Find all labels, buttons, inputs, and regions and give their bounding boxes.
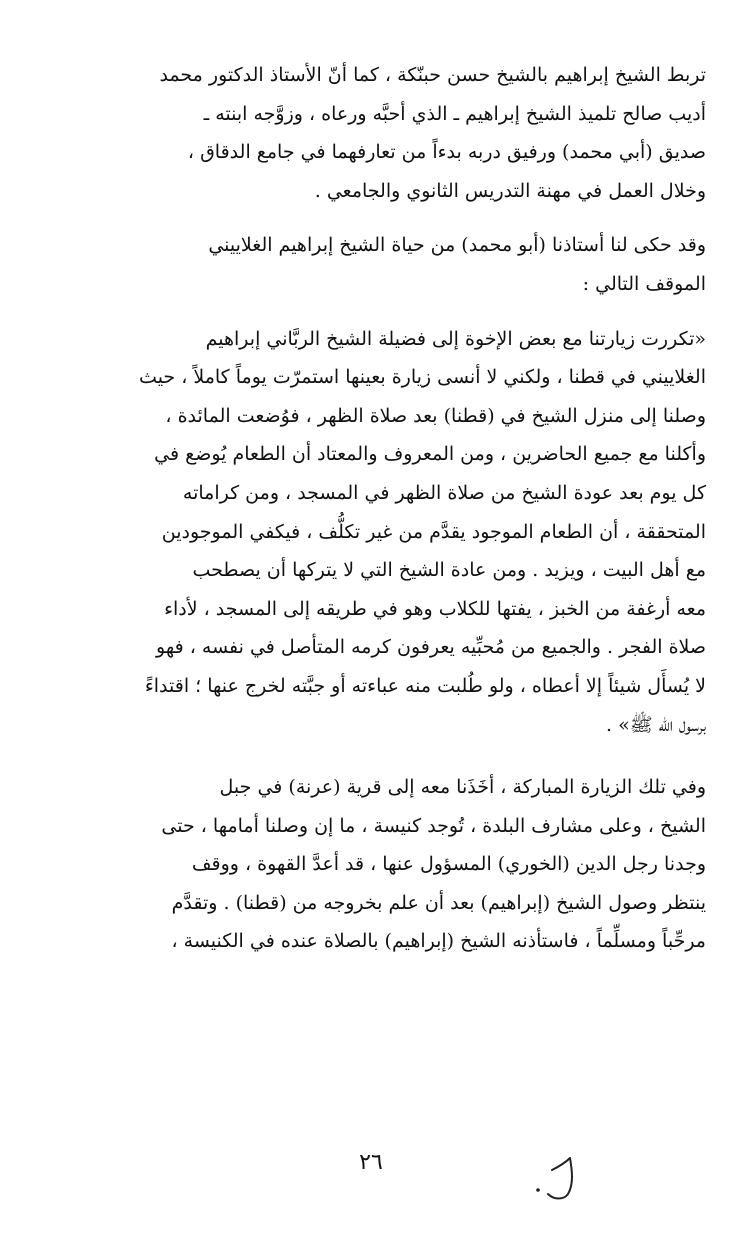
body-text	[36, 56, 706, 961]
text-line: الموقف التالي :	[582, 272, 706, 295]
handwritten-mark-icon	[530, 1150, 590, 1210]
text-line: برسول الله ﷺ» .	[605, 713, 706, 736]
paragraph-2	[36, 226, 706, 303]
paragraph-1	[36, 56, 706, 210]
text-line: وأكلنا مع جميع الحاضرين ، ومن المعروف والمعتاد أن الطعام يُوضع في	[154, 443, 706, 466]
quoted-paragraph	[36, 320, 706, 745]
paragraph-4	[36, 768, 706, 961]
text-line: الغلاييني في قطنا ، ولكني لا أنسى زيارة بعينها استمرّت يوماً كاملاً ، حيث	[139, 366, 706, 389]
text-line: كل يوم بعد عودة الشيخ من صلاة الظهر في المسجد ، ومن كراماته	[182, 481, 706, 504]
text-line: صلاة الفجر . والجميع من مُحبِّيه يعرفون كرمه المتأصل في نفسه ، فهو	[156, 636, 706, 659]
text-line: ينتظر وصول الشيخ (إبراهيم) بعد أن علم بخروجه من (قطنا) . وتقدَّم	[171, 891, 706, 914]
text-line: صديق (أبي محمد) ورفيق دربه بدءاً من تعارفهما في جامع الدقاق ،	[187, 141, 706, 164]
text-line: وجدنا رجل الدين (الخوري) المسؤول عنها ، قد أعدَّ القهوة ، ووقف	[191, 853, 706, 876]
text-line: الشيخ ، وعلى مشارف البلدة ، تُوجد كنيسة ، ما إن وصلنا أمامها ، حتى	[161, 814, 706, 837]
text-line: وفي تلك الزيارة المباركة ، أخَذَنا معه إلى قرية (عرنة) في جبل	[219, 776, 706, 799]
handwritten-mark	[530, 1150, 590, 1210]
text-line: مرحِّباً ومسلِّماً ، فاستأذنه الشيخ (إبراهيم) بالصلاة عنده في الكنيسة ،	[171, 930, 706, 953]
page-number: ٢٦	[359, 1150, 383, 1175]
text-line: أديب صالح تلميذ الشيخ إبراهيم ـ الذي أحبَّه ورعاه ، وزوَّجه ابنته ـ	[203, 102, 706, 125]
text-line: وخلال العمل في مهنة التدريس الثانوي والجامعي .	[314, 179, 706, 202]
text-line: معه أرغفة من الخبز ، يفتها للكلاب وهو في طريقه إلى المسجد ، لأداء	[164, 597, 706, 620]
text-line: تربط الشيخ إبراهيم بالشيخ حسن حبنّكة ، كما أنّ الأستاذ الدكتور محمد	[159, 64, 706, 86]
text-line: «تكررت زيارتنا مع بعض الإخوة إلى فضيلة الشيخ الربَّاني إبراهيم	[205, 327, 706, 350]
text-line: مع أهل البيت ، ويزيد . ومن عادة الشيخ التي لا يتركها أن يصطحب	[192, 559, 706, 582]
text-line: لا يُسأَل شيئاً إلا أعطاه ، ولو طُلبت منه عباءته أو جبَّته لخرج عنها ؛ اقتداءً	[144, 674, 706, 697]
text-line: وصلنا إلى منزل الشيخ في (قطنا) بعد صلاة الظهر ، فوُضعت المائدة ،	[165, 404, 706, 427]
text-line: وقد حكى لنا أستاذنا (أبو محمد) من حياة الشيخ إبراهيم الغلاييني	[208, 234, 706, 257]
text-line: المتحققة ، أن الطعام الموجود يقدَّم من غير تكلُّف ، فيكفي الموجودين	[161, 520, 706, 543]
